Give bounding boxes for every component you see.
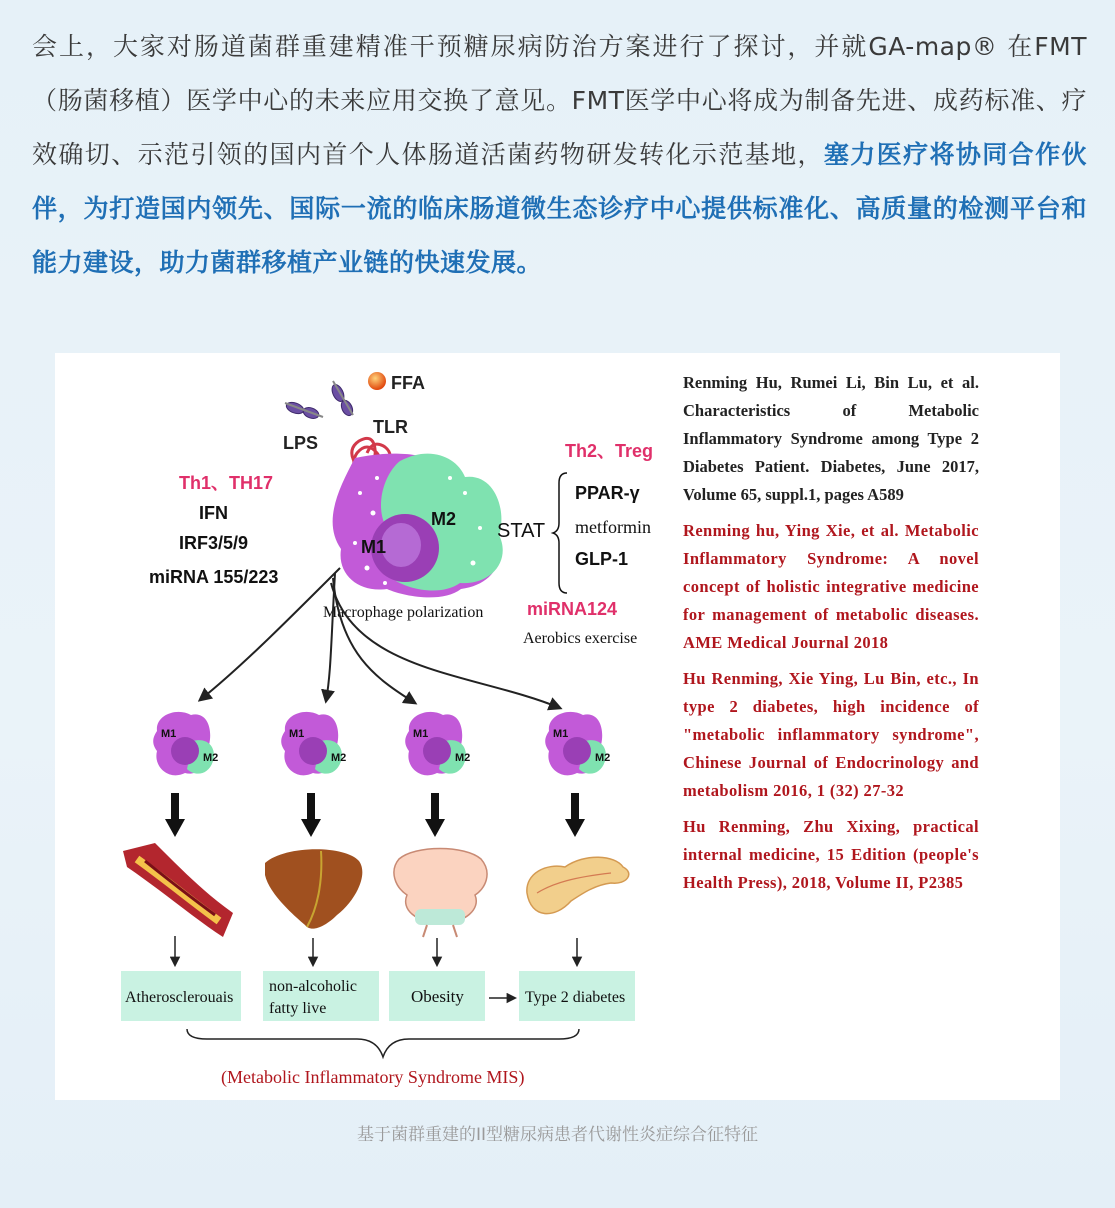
- svg-text:M1: M1: [161, 728, 177, 740]
- reference-item: Renming Hu, Rumei Li, Bin Lu, et al. Characteristics of Metabolic Inflammatory Syndrome among Type 2 Diabetes Patient. Diabetes, June 2017, Volume 65, suppl.1, pages A589: [683, 373, 979, 504]
- outcome-atherosclerosis: Atherosclerouais: [125, 989, 234, 1006]
- outcome-obesity: Obesity: [411, 987, 464, 1006]
- m2-label-main: M2: [431, 509, 457, 529]
- ffa-ball-icon: [368, 372, 386, 390]
- pancreas-icon: [527, 857, 629, 913]
- aerobics-label: Aerobics exercise: [523, 630, 638, 647]
- svg-text:M2: M2: [455, 752, 471, 764]
- glp1-label: GLP-1: [575, 549, 629, 569]
- reference-item: Renming hu, Ying Xie, et al. Metabolic Inflammatory Syndrome: A novel concept of holistic integrative medicine for management of metabolic diseases. AME Medical Journal 2018: [683, 521, 979, 652]
- outcome-t2d: Type 2 diabetes: [525, 989, 626, 1006]
- lps-label: LPS: [283, 433, 319, 453]
- ifn-label: IFN: [199, 503, 228, 523]
- reference-item: Hu Renming, Zhu Xixing, practical internal medicine, 15 Edition (people's Health Press), 2018, Volume II, P2385: [683, 817, 979, 892]
- th2-treg-label: Th2、Treg: [565, 441, 654, 461]
- mis-label: (Metabolic Inflammatory Syndrome MIS): [221, 1067, 525, 1087]
- references-list: [683, 369, 979, 905]
- mis-brace: [187, 1029, 579, 1057]
- paragraph-text: 会上，大家对肠道菌群重建精准干预糖尿病防治方案进行了探讨，并就GA-map® 在FMT（肠菌移植）医学中心的未来应用交换了意见。FMT医学中心将成为制备先进、成药标准、疗效确切、示范引领的国内首个人体肠道活菌药物研发转化示范基地，: [32, 32, 1087, 169]
- outcome-nafld-line2: fatty live: [269, 1000, 327, 1017]
- outcome-nafld-line1: non-alcoholic: [269, 978, 357, 995]
- svg-text:M1: M1: [413, 728, 429, 740]
- svg-text:M1: M1: [289, 728, 305, 740]
- mirna124-label: miRNA124: [527, 599, 618, 619]
- down-arrows: [165, 793, 585, 837]
- ffa-label: FFA: [391, 373, 425, 393]
- mirna155-label: miRNA 155/223: [149, 567, 279, 587]
- metformin-label: metformin: [575, 517, 651, 537]
- macrophage-small-1: [153, 712, 218, 775]
- svg-text:M2: M2: [595, 752, 611, 764]
- mis-diagram: [55, 353, 675, 1100]
- obesity-icon: [394, 849, 487, 938]
- macrophage-small-3: [405, 712, 470, 775]
- th1-th17-label: Th1、TH17: [179, 473, 274, 493]
- m1-label-main: M1: [361, 537, 387, 557]
- svg-text:M2: M2: [331, 752, 347, 764]
- artery-icon: [123, 843, 233, 937]
- stat-label: STAT: [497, 520, 546, 542]
- macrophage-main-icon: [333, 454, 503, 598]
- intro-paragraph: [32, 20, 1087, 290]
- ppar-label: PPAR-γ: [575, 483, 640, 503]
- liver-icon: [265, 849, 362, 928]
- macrophage-small-2: [281, 712, 346, 775]
- outcome-boxes: [121, 971, 635, 1021]
- macrophage-small-4: [545, 712, 610, 775]
- paragraph-highlight: 塞力医疗将协同合作伙伴，为打造国内领先、国际一流的临床肠道微生态诊疗中心提供标准化、高质量的检测平台和能力建设，助力菌群移植产业链的快速发展。: [32, 140, 1087, 277]
- reference-item: Hu Renming, Xie Ying, Lu Bin, etc., In type 2 diabetes, high incidence of "metabolic inflammatory syndrome", Chinese Journal of Endocrinology and metabolism 2016, 1 (32) 27-32: [683, 669, 979, 800]
- irf-label: IRF3/5/9: [179, 533, 249, 553]
- stat-brace: [553, 473, 567, 593]
- figure-panel: [55, 353, 1060, 1100]
- tlr-label: TLR: [373, 417, 408, 437]
- svg-text:M2: M2: [203, 752, 219, 764]
- macrophage-row: [153, 712, 610, 775]
- lps-molecule-icon: [285, 381, 355, 420]
- svg-text:M1: M1: [553, 728, 569, 740]
- figure-caption: 基于菌群重建的II型糖尿病患者代谢性炎症综合征特征: [356, 1125, 759, 1145]
- macrophage-polarization-label: Macrophage polarization: [323, 604, 484, 621]
